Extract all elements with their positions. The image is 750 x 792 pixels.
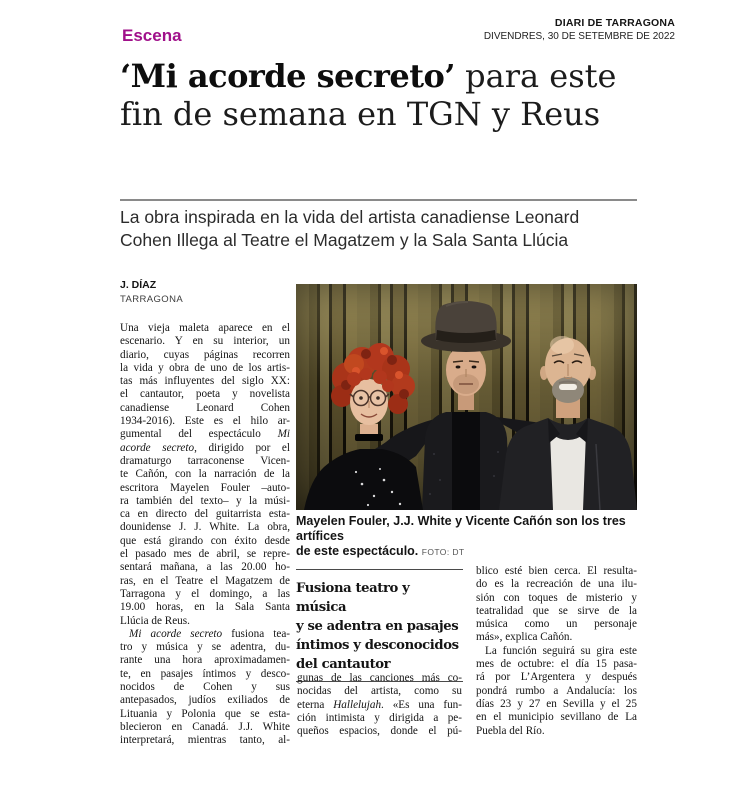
body-text-line: Una vieja maleta aparece en el [120,322,290,334]
masthead-paper-name: DIARI DE TARRAGONA [554,17,675,29]
body-text-line: eterna Hallelujah. «Es una fun- [297,698,462,711]
body-text-line: Lituania y Polonia que se esta- [120,707,290,720]
article-photo [296,284,637,510]
caption-line-1: Mayelen Fouler, J.J. White y Vicente Cañón son los tres artífices [296,514,626,543]
headline-title-quoted: ‘Mi acorde secreto’ [120,57,455,95]
body-column-2 [297,672,462,738]
body-text-line: canadiense Leonard Cohen [120,401,290,414]
body-text-line: queños espacios, donde el pú- [297,725,462,738]
body-text-line: ras, en el Teatre el Magatzem de [120,574,290,587]
masthead-date: DIVENDRES, 30 DE SETEMBRE DE 2022 [483,31,675,42]
body-text-line: escenario. Y en su interior, un [120,335,290,348]
fedora-hat [421,301,511,352]
photo-caption [296,514,644,560]
body-text-line: dounidense J. J. White. La obra, [120,521,290,534]
body-text-line: rante una hora aproximadamen- [120,654,290,667]
body-text-line: el pasado mes de abril, se repre- [120,548,290,561]
body-text-line: Llúcia de Reus. [120,614,190,627]
body-text-line: gunas de las canciones más co- [297,672,462,684]
body-text-line: te, en pasajes íntimos y desco- [120,667,290,680]
pull-quote-line: del cantautor [296,657,391,672]
byline [120,279,183,306]
body-text-line: tas más influyentes del siglo XX: [120,375,290,388]
byline-place: TARRAGONA [120,294,184,305]
body-text-line: interpretará, mientras tanto, al- [120,734,290,747]
body-text-line: ción intimista y dirigida a pe- [297,711,462,724]
body-text-line: tro y música y se adentra, du- [120,641,290,654]
article-deck [120,206,640,252]
byline-author: J. DÍAZ [120,279,157,291]
body-text-line: música como un personaje [476,618,637,631]
body-text-line: sión con toques de misterio y [476,591,637,604]
person-left [304,343,423,510]
body-text-line: antepasados, judíos exiliados de [120,694,290,707]
body-text-line: la vida y obra de uno de los artis- [120,361,290,374]
body-text-line: Puebla del Río. [476,724,545,737]
caption-line-2: de este espectáculo. FOTO: DT [296,544,465,558]
body-text-line: mes de octubre: el día 15 pasa- [476,658,637,671]
body-text-line: escritora Mayelen Fouler –auto- [120,481,290,494]
body-text-line: nocidos de Cohen y sus [120,681,290,694]
headline-line-1-rest: para este [455,57,617,95]
body-text-line: rá por L’Argentera y después [476,671,637,684]
body-text-line: 1934-2016). Este es el hilo ar- [120,415,290,428]
photo-illustration [296,284,637,510]
body-text-line: nocidas del artista, como su [297,685,462,698]
pull-quote [296,569,463,682]
body-column-3 [476,565,637,738]
photo-credit: FOTO: DT [421,547,465,557]
pull-quote-line: Fusiona teatro y música [296,581,410,615]
white-tshirt [550,433,586,510]
headline-line-2: fin de semana en TGN y Reus [120,95,601,133]
body-text-line: teatralidad que se sirve de la [476,604,637,617]
body-text-line: te Cañón, con la narración de la [120,468,290,481]
body-text-line: que está girando con éxito desde [120,534,290,547]
deck-top-rule [120,199,637,201]
body-text-line: días 23 y 27 en Sevilla y el 25 [476,697,637,710]
body-text-line: Mi acorde secreto fusiona tea- [129,627,290,640]
body-text-line: más», explica Cañón. [476,631,573,644]
deck-line-1: La obra inspirada en la vida del artista canadiense Leonard [120,207,580,227]
body-text-line: dramaturgo tarraconense Vicen- [120,454,290,467]
body-text-line: ca en directo del guitarrista esta- [120,508,290,521]
body-text-line: blico esté bien cerca. El resulta- [476,565,637,577]
body-text-line: blecieron en Canadá. J.J. White [120,720,290,733]
body-text-line: ra también del texto– y la músi- [120,494,290,507]
body-column-1 [120,322,290,748]
body-text-line: en el municipio sevillano de La [476,711,637,724]
choker [355,434,383,441]
headline-line-1 [120,57,616,95]
deck-line-2: Cohen Illega al Teatre el Magatzem y la Sala Santa Llúcia [120,230,569,250]
body-text-line: acorde secreto, dirigido por el [120,441,290,454]
pull-quote-line: íntimos y desconocidos [296,638,459,653]
masthead [484,17,675,43]
body-text-line: gumental del espectáculo Mi [120,428,290,441]
body-text-line: do es la recreación de una ilu- [476,578,637,591]
body-text-line: sentará mañana, a las 20.00 ho- [120,561,290,574]
smile [559,384,577,390]
body-text-line: 19.00 horas, en la Sala Santa [120,601,290,614]
bald-head-highlight [550,336,574,354]
body-text-line: La función seguirá su gira este [485,644,637,657]
pull-quote-line: y se adentra en pasajes [296,619,459,634]
body-text-line: pondrá rumbo a Andalucía: los [476,684,637,697]
body-text-line: Tarragona y el domingo, a las [120,587,290,600]
body-text-line: el cantautor, poeta y novelista [120,388,290,401]
section-label: Escena [122,26,182,45]
article-headline [120,57,645,133]
body-text-line: diario, cuyas páginas recorren [120,348,290,361]
